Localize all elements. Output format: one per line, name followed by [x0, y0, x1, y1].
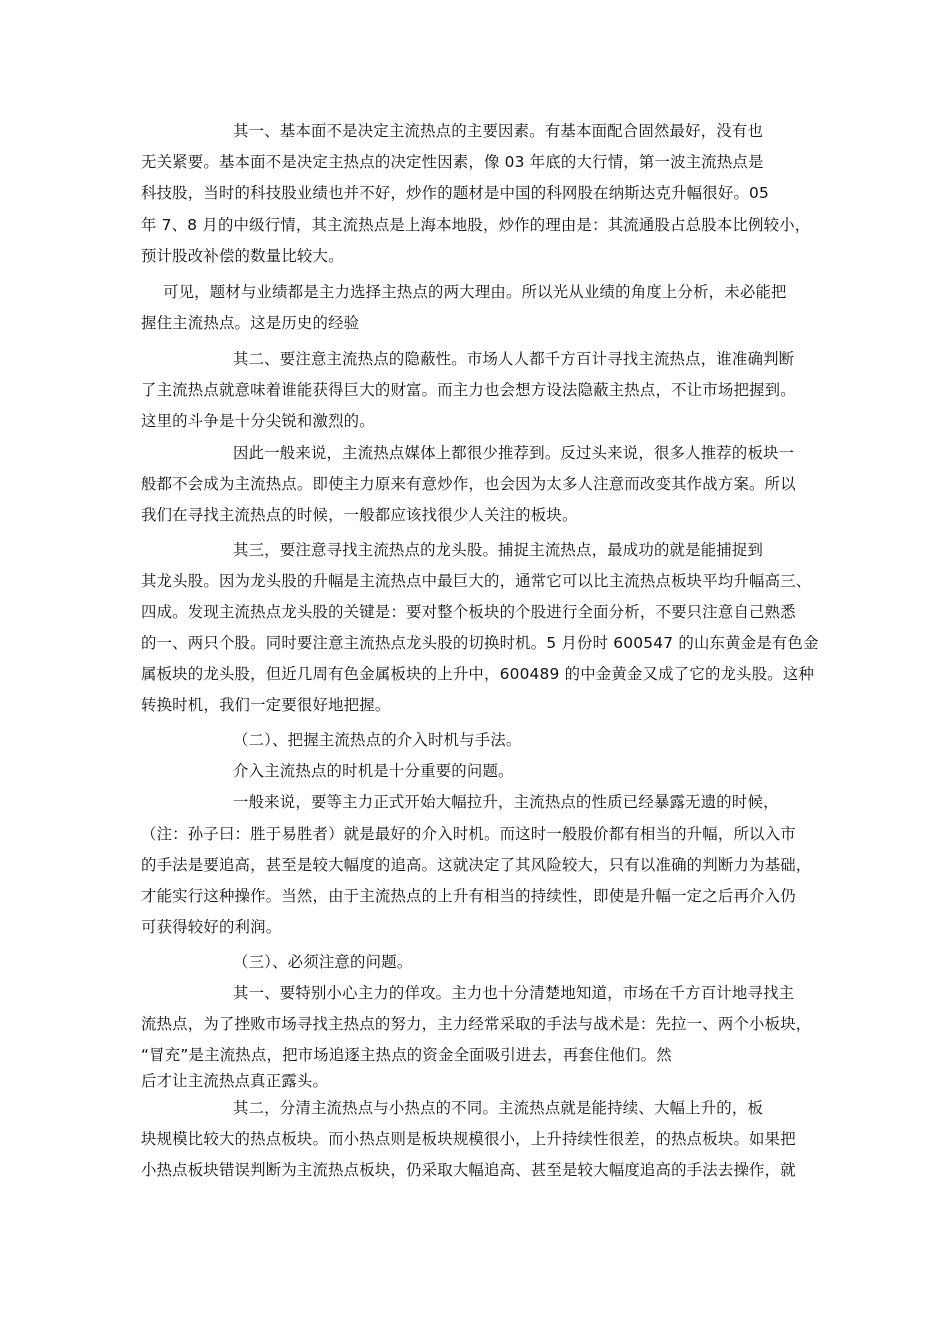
text-line: 才能实行这种操作。当然，由于主流热点的上升有相当的持续性，即使是升幅一定之后再介入仍: [141, 887, 796, 905]
text-line: 介入主流热点的时机是十分重要的问题。: [233, 762, 514, 780]
text-line: 其二、要注意主流热点的隐蔽性。市场人人都千方百计寻找主流热点，谁准确判断: [233, 350, 795, 368]
text-line: 四成。发现主流热点龙头股的关键是：要对整个板块的个股进行全面分析，不要只注意自己熟悉: [141, 603, 796, 621]
text-line: 了主流热点就意味着谁能获得巨大的财富。而主力也会想方设法隐蔽主热点，不让市场把握到。: [141, 381, 796, 399]
text-line: 其一、基本面不是决定主流热点的主要因素。有基本面配合固然最好，没有也: [233, 122, 764, 140]
text-line: “冒充”是主流热点，把市场追逐主热点的资金全面吸引进去，再套住他们。然: [141, 1046, 672, 1064]
text-line: 属板块的龙头股，但近几周有色金属板块的上升中，600489 的中金黄金又成了它的龙头股。这种: [141, 665, 815, 683]
text-line: 其一、要特别小心主力的佯攻。主力也十分清楚地知道，市场在千方百计地寻找主: [233, 984, 795, 1002]
text-line: 一般来说，要等主力正式开始大幅拉升，主流热点的性质已经暴露无遗的时候，: [233, 793, 779, 811]
text-line: 后才让主流热点真正露头。: [141, 1072, 329, 1090]
text-line: 般都不会成为主流热点。即使主力原来有意炒作，也会因为太多人注意而改变其作战方案。所以: [141, 475, 796, 493]
section-heading: （二）、把握主流热点的介入时机与手法。: [233, 731, 522, 749]
text-line: 预计股改补偿的数量比较大。: [141, 247, 344, 265]
text-line: 转换时机，我们一定要很好地把握。: [141, 696, 391, 714]
text-line: 小热点板块错误判断为主流热点板块，仍采取大幅追高、甚至是较大幅度追高的手法去操作，就: [141, 1161, 796, 1179]
text-line: 可见，题材与业绩都是主力选择主热点的两大理由。所以光从业绩的角度上分析，未必能把: [163, 283, 787, 301]
section-heading: （三）、必须注意的问题。: [233, 953, 413, 971]
text-line: 其三，要注意寻找主流热点的龙头股。捕捉主流热点，最成功的就是能捕捉到: [233, 541, 764, 559]
text-line: 的手法是要追高，甚至是较大幅度的追高。这就决定了其风险较大，只有以准确的判断力为基础，: [141, 856, 812, 874]
text-line: 握住主流热点。这是历史的经验: [141, 314, 360, 332]
text-line: 块规模比较大的热点板块。而小热点则是板块规模很小，上升持续性很差，的热点板块。如果把: [141, 1130, 796, 1148]
text-line: （注：孙子曰：胜于易胜者）就是最好的介入时机。而这时一般股价都有相当的升幅，所以入市: [141, 825, 796, 843]
text-line: 的一、两只个股。同时要注意主流热点龙头股的切换时机。5 月份时 600547 的山东黄金是有色金: [141, 634, 819, 652]
text-line: 因此一般来说，主流热点媒体上都很少推荐到。反过头来说，很多人推荐的板块一: [233, 444, 795, 462]
text-line: 其龙头股。因为龙头股的升幅是主流热点中最巨大的，通常它可以比主流热点板块平均升幅高三、: [141, 572, 812, 590]
text-line: 科技股，当时的科技股业绩也并不好，炒作的题材是中国的科网股在纳斯达克升幅很好。05: [141, 184, 770, 202]
text-line: 其二，分清主流热点与小热点的不同。主流热点就是能持续、大幅上升的，板: [233, 1099, 764, 1117]
text-line: 无关紧要。基本面不是决定主热点的决定性因素，像 03 年底的大行情，第一波主流热点是: [141, 153, 764, 171]
text-line: 可获得较好的利润。: [141, 918, 282, 936]
text-line: 年 7、8 月的中级行情，其主流热点是上海本地股，炒作的理由是：其流通股占总股本比例较小，: [141, 216, 811, 234]
text-line: 这里的斗争是十分尖锐和激烈的。: [141, 412, 375, 430]
text-line: 我们在寻找主流热点的时候，一般都应该找很少人关注的板块。: [141, 506, 578, 524]
text-line: 流热点，为了挫败市场寻找主热点的努力，主力经常采取的手法与战术是：先拉一、两个小板块，: [141, 1015, 812, 1033]
